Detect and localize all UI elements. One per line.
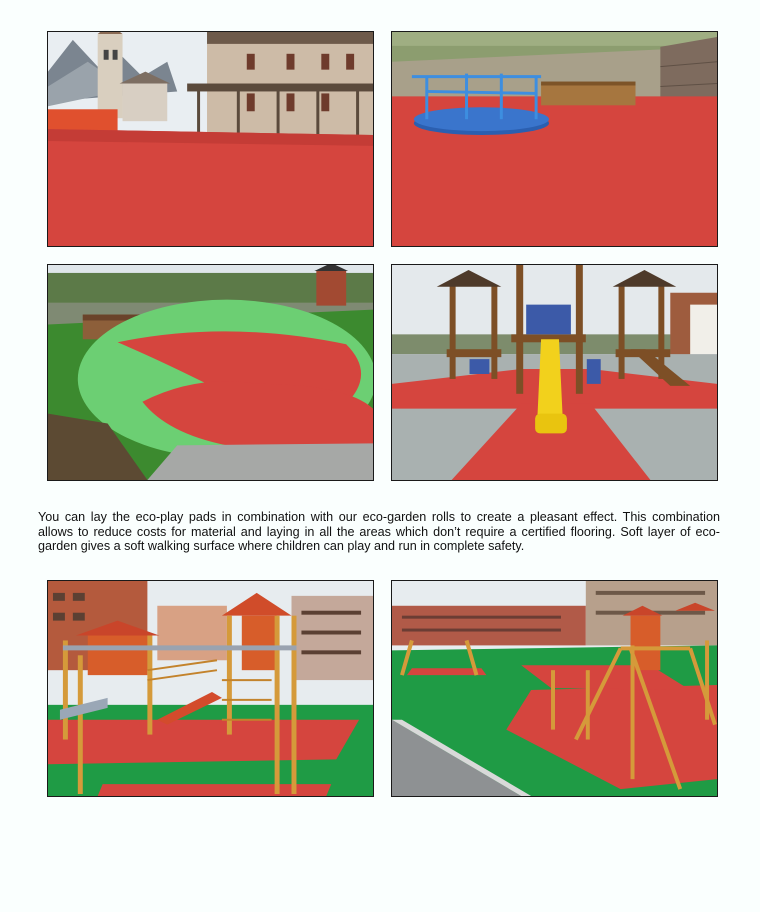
photo-red-courtyard bbox=[47, 31, 374, 247]
photo-wooden-play-structure bbox=[47, 580, 374, 797]
photo-turf-swing-sets bbox=[391, 580, 718, 797]
photo-green-red-circle bbox=[47, 264, 374, 481]
photo-merry-go-round bbox=[391, 31, 718, 247]
body-paragraph: You can lay the eco-play pads in combination with our eco-garden rolls to create a pleasant effect. This combination allows to reduce costs for material and laying in all the areas which don’t require a certified flooring. Soft layer of eco-garden gives a soft walking surface where children can play and run in complete safety. bbox=[38, 510, 720, 553]
photo-play-tower-slide bbox=[391, 264, 718, 481]
